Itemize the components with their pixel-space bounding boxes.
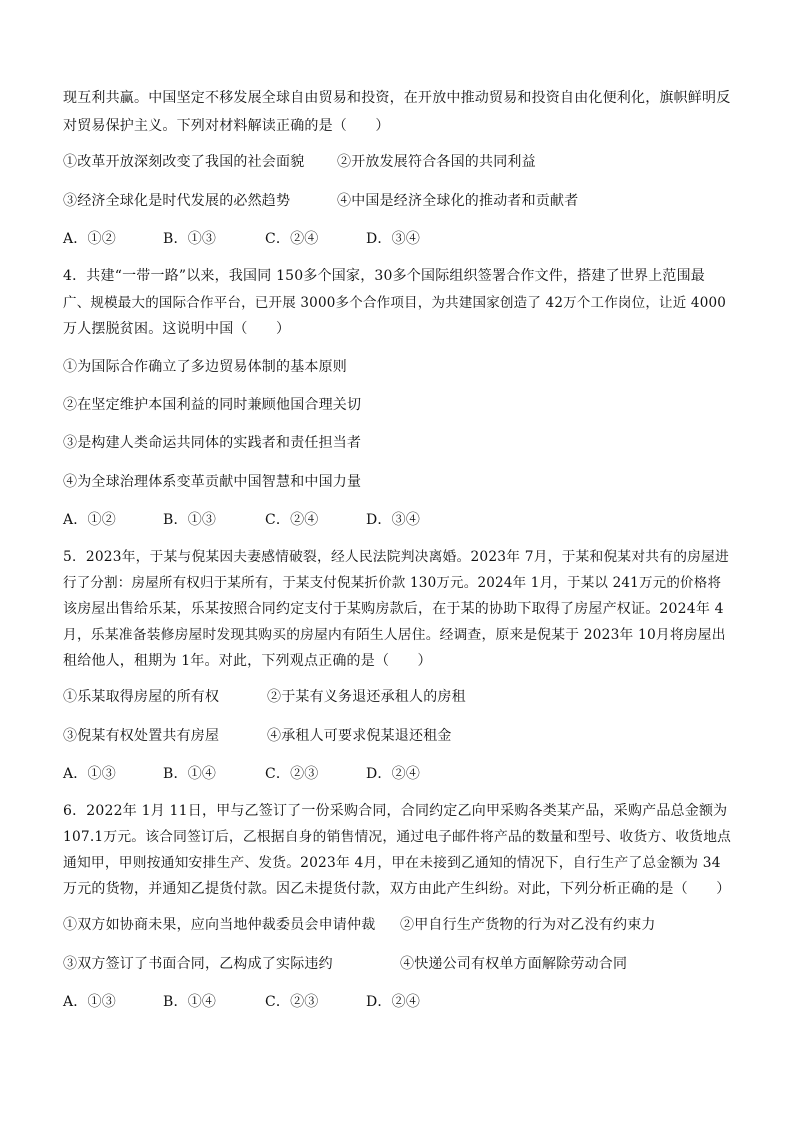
q5-option-3: ③倪某有权处置共有房屋 — [63, 728, 220, 744]
q6-choice-c[interactable]: C．②③ — [265, 994, 319, 1010]
q5-option-4: ④承租人可要求倪某退还租金 — [267, 728, 452, 744]
q4-option-4: ④为全球治理体系变革贡献中国智慧和中国力量 — [63, 474, 362, 490]
q5-choice-d[interactable]: D．②④ — [366, 766, 421, 782]
q6-option-1: ①双方如协商未果，应向当地仲裁委员会申请仲裁 — [63, 917, 376, 933]
q5-stem-line-3: 该房屋出售给乐某，乐某按照合同约定支付于某购房款后，在于某的协助下取得了房屋产权证。2024年 4 — [63, 601, 724, 617]
q5-stem-line-5: 租给他人，租期为 1年。对此，下列观点正确的是（ ） — [63, 653, 432, 669]
q4-option-3: ③是构建人类命运共同体的实践者和责任担当者 — [63, 435, 362, 451]
q5-choice-a[interactable]: A．①③ — [63, 766, 116, 782]
q6-choice-d[interactable]: D．②④ — [366, 994, 421, 1010]
q6-stem-line-4: 万元的货物，并通知乙提货付款。因乙未提货付款，双方由此产生纠纷。对此，下列分析正确的是（ ） — [63, 881, 731, 897]
q3-option-1: ①改革开放深刻改变了我国的社会面貌 — [63, 154, 305, 170]
q4-stem-line-1: 4．共建“一带一路”以来，我国同 150多个国家，30多个国际组织签署合作文件，搭建了世界上范围最 — [63, 268, 706, 284]
q4-choice-c[interactable]: C．②④ — [265, 512, 319, 528]
q6-stem-line-2: 107.1万元。该合同签订后，乙根据自身的销售情况，通过电子邮件将产品的数量和型号、收货方、收货地点 — [63, 829, 732, 845]
q6-choice-b[interactable]: B．①④ — [163, 994, 217, 1010]
q6-choice-a[interactable]: A．①③ — [63, 994, 116, 1010]
q5-option-2: ②于某有义务退还承租人的房租 — [267, 689, 466, 705]
q5-stem-line-2: 行了分割：房屋所有权归于某所有，于某支付倪某折价款 130万元。2024年 1月，于某以 241万元的价格将 — [63, 575, 722, 591]
q5-choice-c[interactable]: C．②③ — [265, 766, 319, 782]
q4-choice-a[interactable]: A．①② — [63, 512, 116, 528]
q3-choice-d[interactable]: D．③④ — [366, 231, 421, 247]
q6-option-4: ④快递公司有权单方面解除劳动合同 — [400, 956, 628, 972]
q3-choice-c[interactable]: C．②④ — [265, 231, 319, 247]
q4-stem-line-3: 万人摆脱贫困。这说明中国（ ） — [63, 321, 291, 337]
q3-stem-line-1: 现互利共赢。中国坚定不移发展全球自由贸易和投资，在开放中推动贸易和投资自由化便利化，旗帜鲜明反 — [63, 90, 731, 106]
q5-option-1: ①乐某取得房屋的所有权 — [63, 689, 220, 705]
q6-option-3: ③双方签订了书面合同，乙构成了实际违约 — [63, 956, 333, 972]
q6-stem-line-1: 6．2022年 1月 11日，甲与乙签订了一份采购合同，合同约定乙向甲采购各类某产品，采购产品总金额为 — [63, 803, 728, 819]
q3-choice-b[interactable]: B．①③ — [163, 231, 217, 247]
q4-choice-b[interactable]: B．①③ — [163, 512, 217, 528]
q5-stem-line-1: 5．2023年，于某与倪某因夫妻感情破裂，经人民法院判决离婚。2023年 7月，于某和倪某对共有的房屋进 — [63, 549, 730, 565]
q3-choice-a[interactable]: A．①② — [63, 231, 116, 247]
q5-choice-b[interactable]: B．①④ — [163, 766, 217, 782]
q4-stem-line-2: 广、规模最大的国际合作平台，已开展 3000多个合作项目，为共建国家创造了 42万个工作岗位，让近 4000 — [63, 295, 727, 311]
q3-option-3: ③经济全球化是时代发展的必然趋势 — [63, 193, 291, 209]
q4-option-2: ②在坚定维护本国利益的同时兼顾他国合理关切 — [63, 397, 362, 413]
q3-option-2: ②开放发展符合各国的共同利益 — [337, 154, 536, 170]
q3-stem-line-2: 对贸易保护主义。下列对材料解读正确的是（ ） — [63, 118, 390, 134]
q4-option-1: ①为国际合作确立了多边贸易体制的基本原则 — [63, 359, 347, 375]
q5-stem-line-4: 月，乐某准备装修房屋时发现其购买的房屋内有陌生人居住。经调查，原来是倪某于 2023年 10月将房屋出 — [63, 627, 726, 643]
q4-choice-d[interactable]: D．③④ — [366, 512, 421, 528]
q6-option-2: ②甲自行生产货物的行为对乙没有约束力 — [400, 917, 656, 933]
q3-option-4: ④中国是经济全球化的推动者和贡献者 — [337, 193, 579, 209]
q6-stem-line-3: 通知甲，甲则按通知安排生产、发货。2023年 4月，甲在未接到乙通知的情况下，自行生产了总金额为 34 — [63, 855, 721, 871]
